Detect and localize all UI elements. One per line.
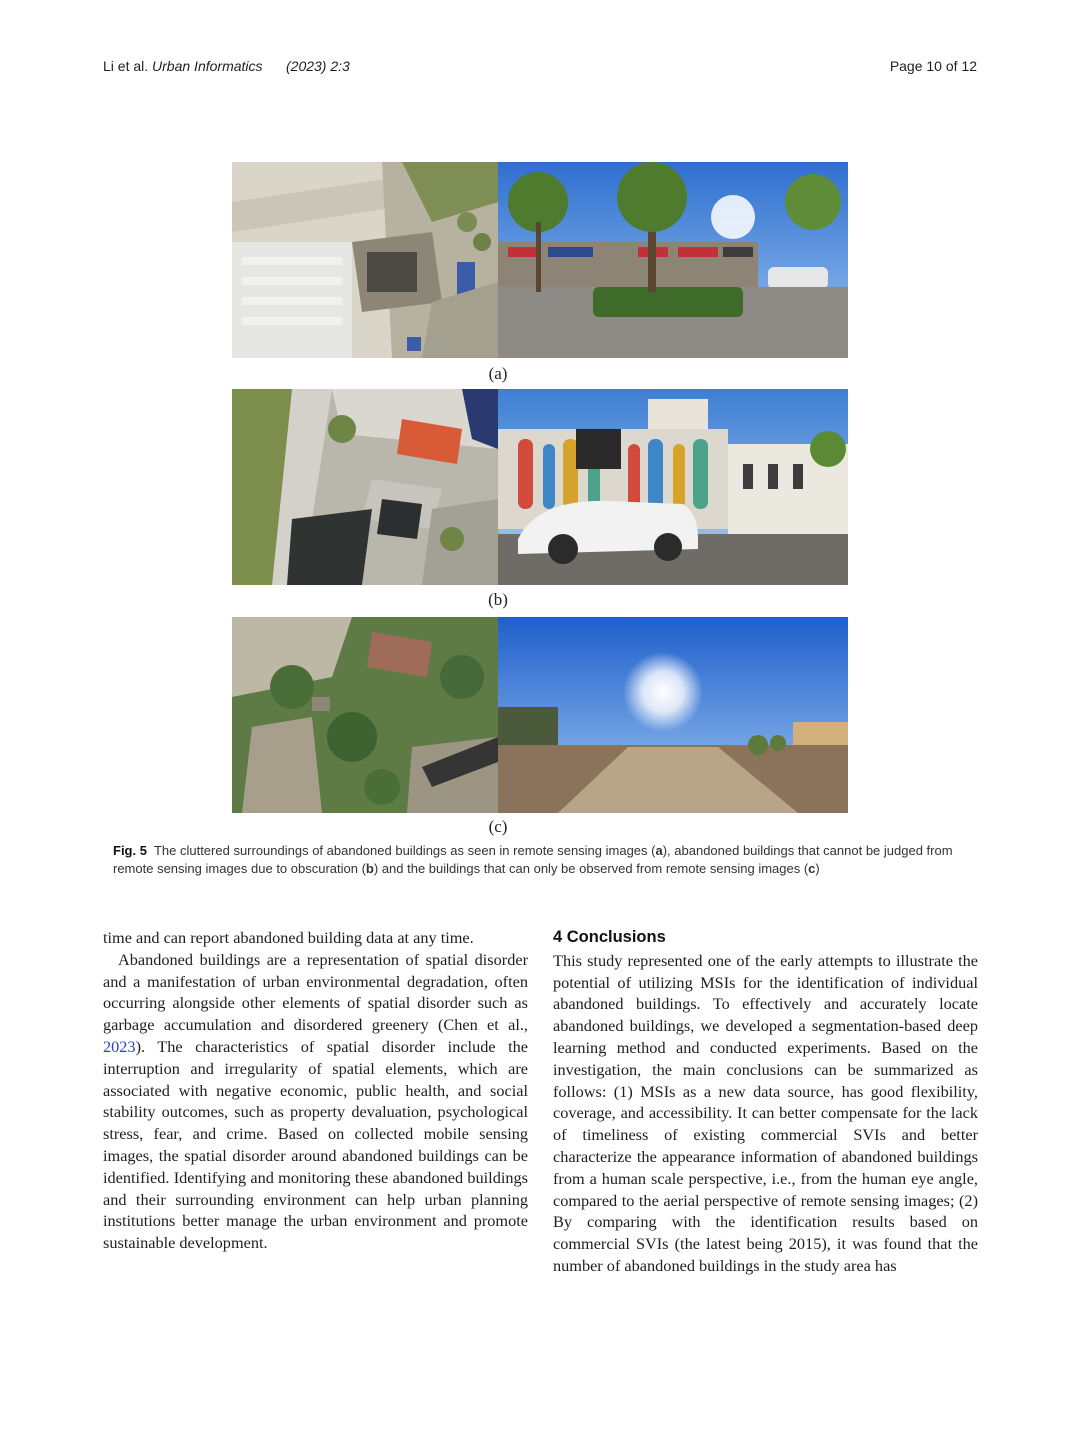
street-image-c <box>498 617 848 813</box>
figure-number: Fig. 5 <box>113 843 147 858</box>
section-heading: 4 Conclusions <box>553 928 666 946</box>
caption-text-2: ), abandoned buildings that cannot be judged from remote sensing images due to obscuration ( <box>113 843 953 876</box>
street-image-a <box>498 162 848 358</box>
aerial-image-a <box>232 162 498 358</box>
panel-label-a: (a) <box>488 364 508 383</box>
caption-text: The cluttered surroundings of abandoned buildings as seen in remote sensing images ( <box>153 843 656 858</box>
paragraph <box>103 949 528 1254</box>
header-citation <box>103 58 263 74</box>
citation-link[interactable]: 2023 <box>103 1036 136 1056</box>
paragraph-text: Abandoned buildings are a representation of spatial disorder and a manifestation of urban environmental degradation, often occurring alongside other elements of spatial disorder such as garbage accumulation and disordered greenery (Chen et al., <box>103 949 528 1035</box>
paragraph: time and can report abandoned building data at any time. <box>103 928 474 947</box>
caption-ref-c: c <box>808 861 816 876</box>
header-year-volume: (2023) 2:3 <box>286 58 350 74</box>
caption-ref-a: a <box>655 843 663 858</box>
aerial-image-b <box>232 389 498 585</box>
panel-label-b: (b) <box>488 590 508 609</box>
figure-row-b <box>232 389 848 585</box>
figure-row-c <box>232 617 848 813</box>
figure-caption <box>113 842 983 878</box>
panel-label-c: (c) <box>488 817 508 836</box>
paragraph-text: ). The characteristics of spatial disorder include the interruption and irregularity of spatial elements, which are associated with negative economic, public health, and social stability outcomes, such as property devaluation, psychological stress, fear, and crime. Based on collected mobile sensing images, the spatial disorder around abandoned buildings can be identified. Identifying and monitoring these abandoned buildings and their surrounding environment can help urban planning institutions better manage the urban environment and promote sustainable development. <box>103 1036 528 1253</box>
header-author: Li et al. <box>103 58 149 74</box>
running-header <box>103 58 977 78</box>
aerial-image-c <box>232 617 498 813</box>
caption-text-3: ) and the buildings that can only be observed from remote sensing images ( <box>373 861 809 876</box>
header-journal: Urban Informatics <box>152 58 263 74</box>
header-page-number: Page 10 of 12 <box>889 58 977 74</box>
figure-row-a <box>232 162 848 358</box>
paragraph: This study represented one of the early attempts to illustrate the potential of utilizing MSIs for the identification of individual abandoned buildings. To effectively and accurately locate abandoned buildings, we developed a segmentation-based deep learning method and conducted experiments. Based on the investigation, the main conclusions can be summarized as follows: (1) MSIs as a new data source, has good flexibility, coverage, and accessibility. It can better compensate for the lack of timeliness of existing commercial SVIs and better characterize the appearance information of abandoned buildings from a human scale perspective, i.e., from the human eye angle, compared to the aerial perspective of remote sensing images; (2) By comparing with the identification results based on commercial SVIs (the latest being 2015), it was found that the number of abandoned buildings in the study area has <box>553 950 978 1275</box>
right-column <box>553 927 978 1277</box>
left-column <box>103 927 528 1254</box>
street-image-b <box>498 389 848 585</box>
caption-ref-b: b <box>365 861 374 876</box>
caption-text-4: ) <box>815 861 820 876</box>
